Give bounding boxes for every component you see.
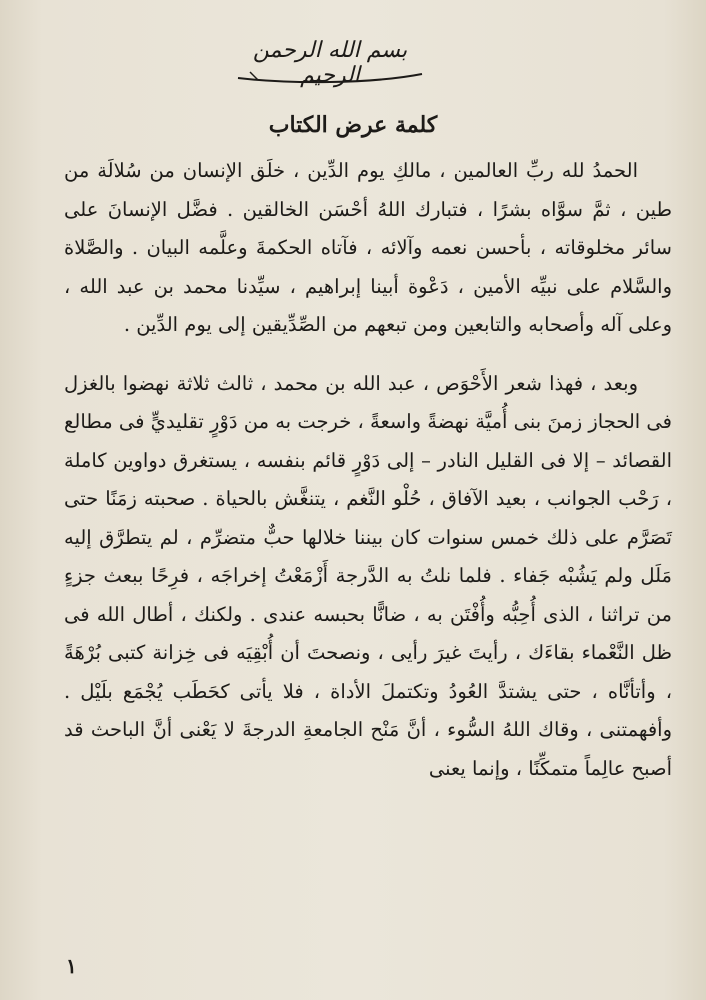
basmala-text: بسم الله الرحمن الرحيم: [252, 38, 408, 88]
section-title: كلمة عرض الكتاب: [268, 112, 438, 138]
paragraph-1: الحمدُ لله ربِّ العالمين ، مالكِ يوم الدِّين ، خلَق الإنسان من سُلالَة من طين ، ثمَّ سوَّاه بشرًا ، فتبارك اللهُ أحْسَن الخالقين . فضَّل الإنسانَ على سائر مخلوقاته ، بأحسن نعمه وآلائه ، فآتاه الحكمةَ وعلَّمه البيان . والصَّلاة والسَّلام على نبيِّه الأمين ، دَعْوة أبينا إبراهيم ، سيِّدنا محمد بن عبد الله ، وعلى آله وأصحابه والتابعين ومن تبعهم من الصِّدِّيقين إلى يوم الدِّين .: [64, 159, 672, 336]
body-text: [64, 152, 672, 788]
page-number: ١: [66, 954, 77, 978]
basmala-flourish-icon: [230, 68, 430, 90]
basmala-calligraphy: [230, 38, 430, 88]
paragraph-2: وبعد ، فهذا شعر الأَحْوَص ، عبد الله بن محمد ، ثالث ثلاثة نهضوا بالغزل فى الحجاز زمنَ بنى أُميَّة نهضةً واسعةً ، خرجت به من دَوْرٍ تقليديٍّ فى مطالع القصائد – إلا فى القليل النادر – إلى دَوْرٍ قائم بنفسه ، يستغرق دواوين كاملة ، رَحْب الجوانب ، بعيد الآفاق ، حُلْو النَّغم ، يتنغَّش بالحياة . صحبته زمَنًا حتى تَصَرَّم على ذلك خمس سنوات كان بيننا خلالها حبٌّ متضرِّم ، لم يتطرَّق إليه مَلَل ولم يَشُبْه جَفاء . فلما نلتُ به الدَّرجة أَزْمَعْتُ إخراجَه ، فرِحًا ببعث جزءٍ من تراثنا ، الذى أُحِبُّه وأُفْتَن به ، ضانًّا بحبسه عندى . ولكنك ، أطال الله فى ظل النَّعْماء بقاءَك ، رأيتَ غيرَ رأيى ، ونصحتَ أن أُبْقِيَه فى خِزانة كتبى بُرْهَةً ، وأتأنَّاه ، حتى يشتدَّ العُودُ وتكتملَ الأداة ، فلا يأتى كحَطَب يُجْمَع بلَيْل . وأفهمتنى ، وقاك اللهُ السُّوء ، أنَّ مَنْح الجامعةِ الدرجةَ لا يَعْنى أنَّ الباحث قد أصبح عالِماً متمكِّنًا ، وإنما يعنى: [64, 371, 673, 780]
